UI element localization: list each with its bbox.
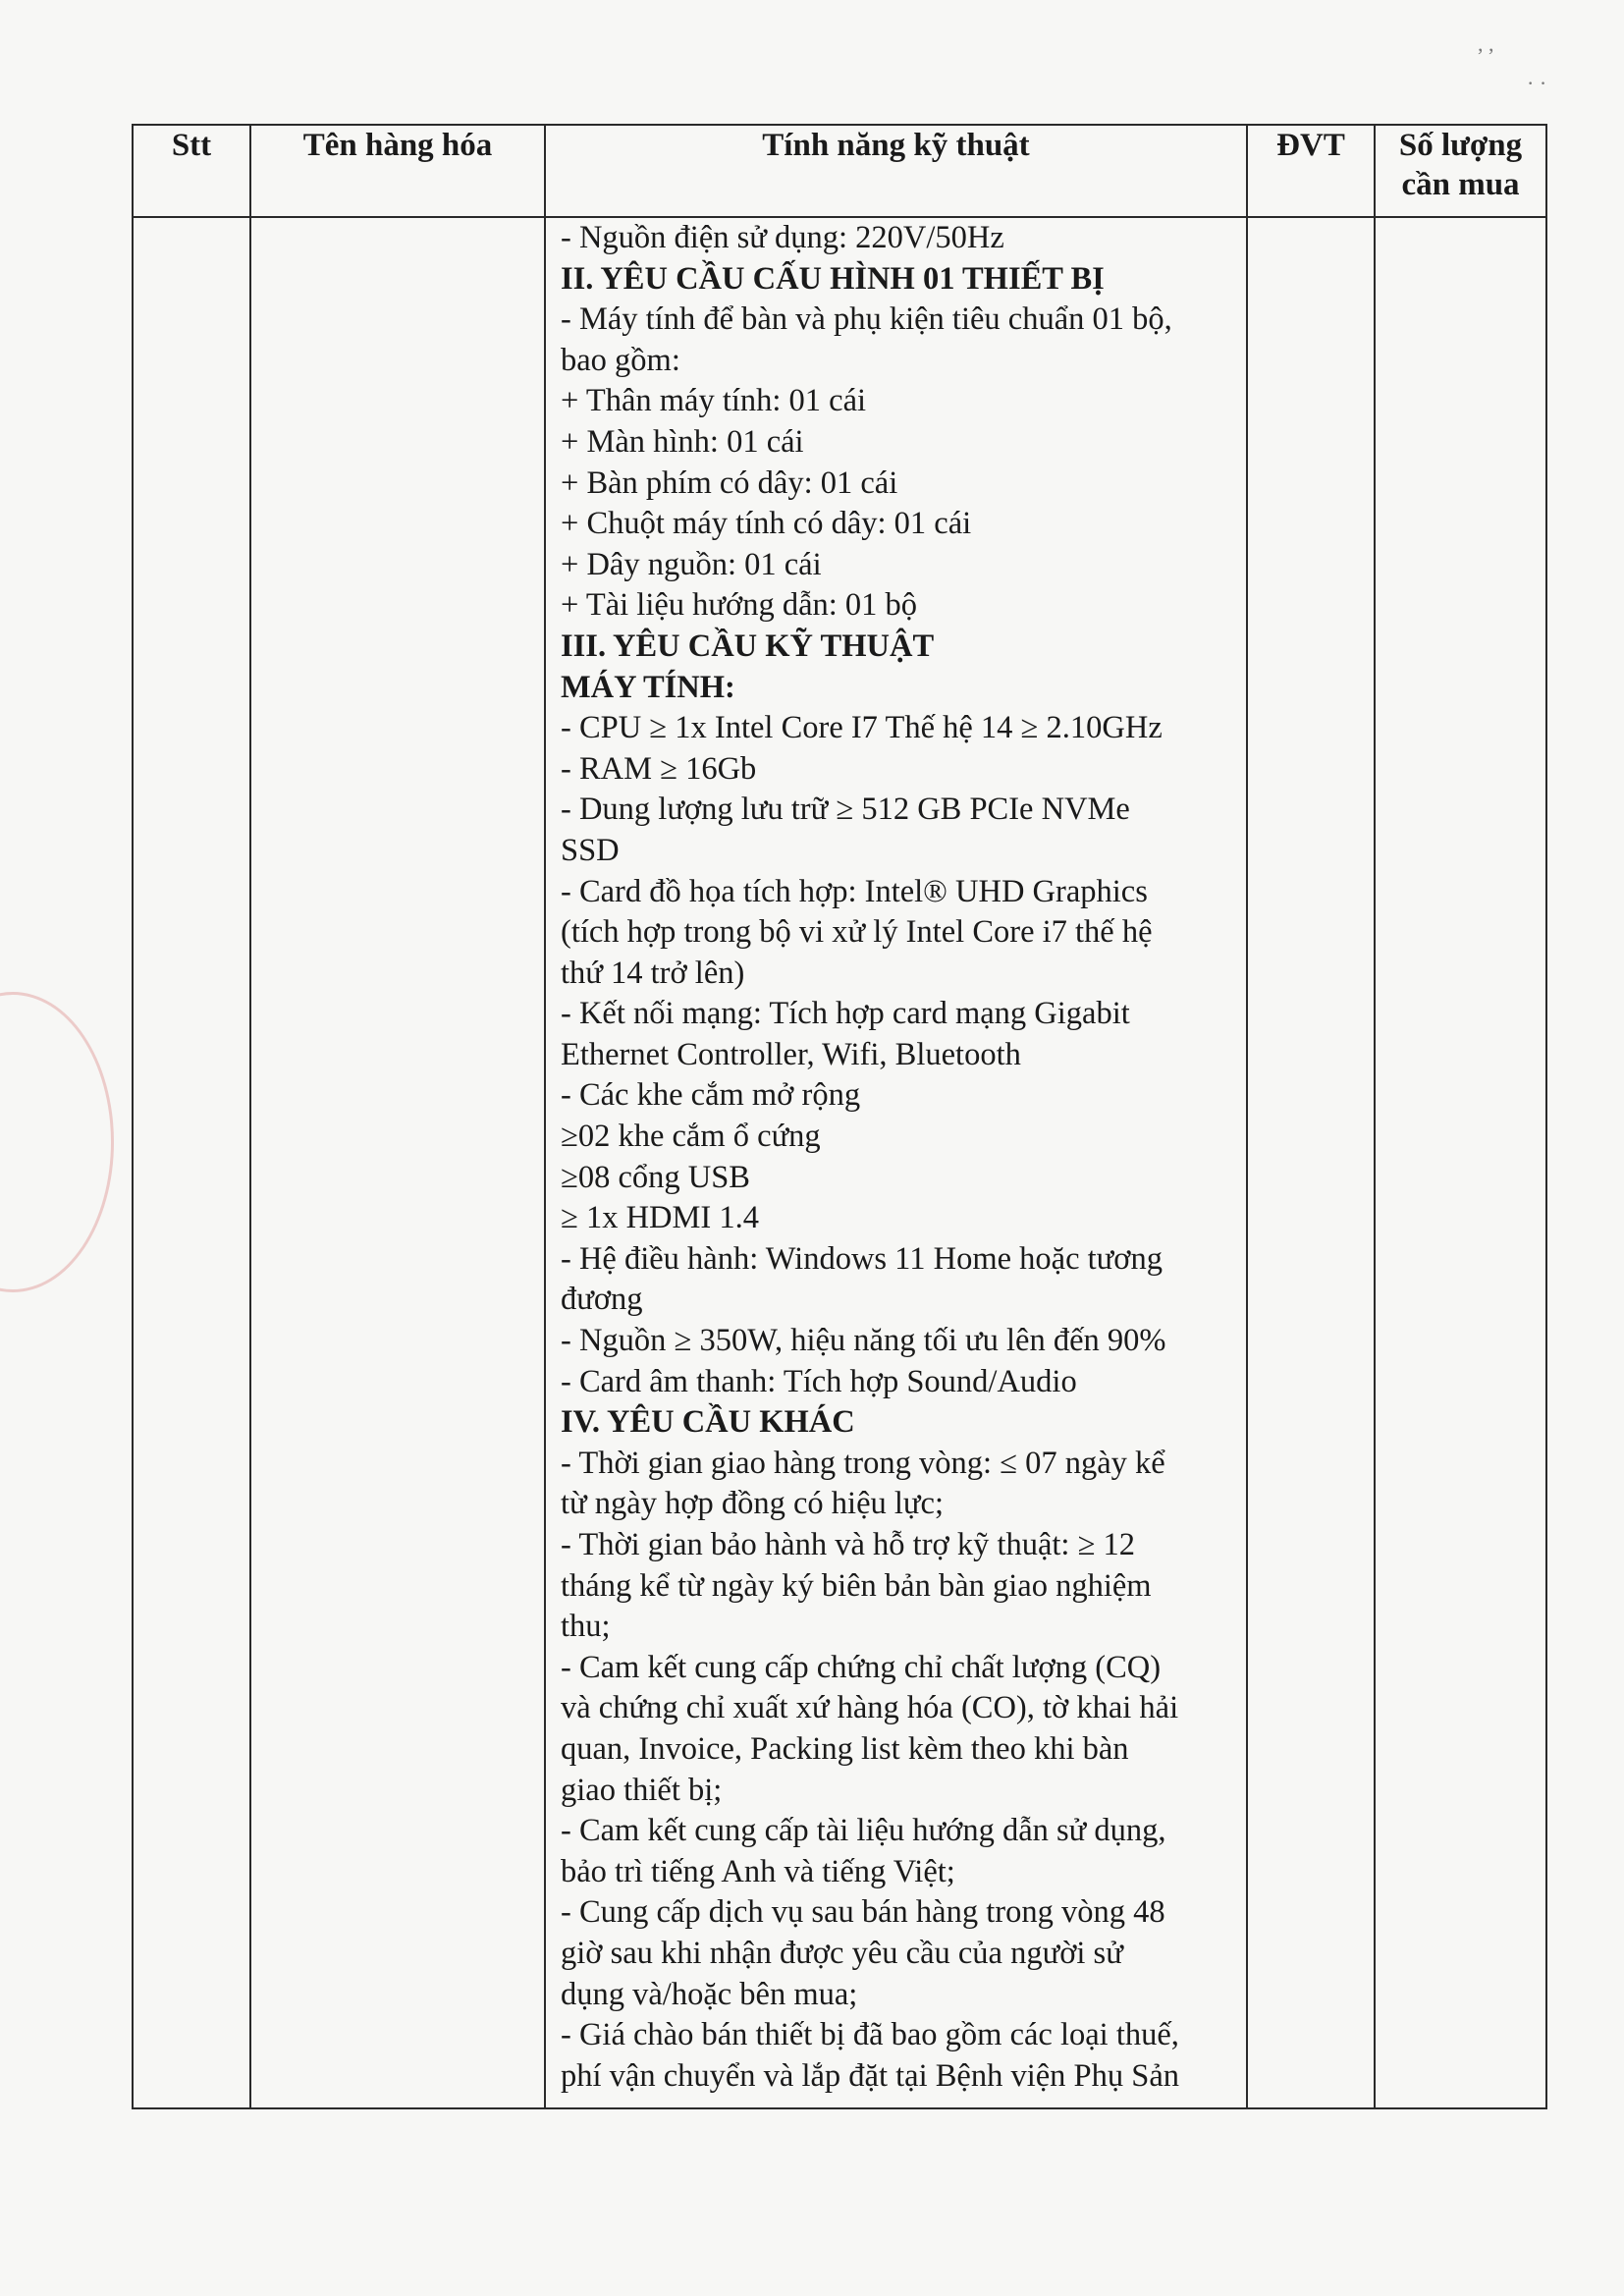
cell-unit xyxy=(1247,217,1375,2108)
spec-line: giờ sau khi nhận được yêu cầu của người sử xyxy=(561,1935,1123,1971)
spec-line: dụng và/hoặc bên mua; xyxy=(561,1976,858,2012)
cell-item-name xyxy=(250,217,545,2108)
table-row xyxy=(133,217,1546,2108)
spec-line: thứ 14 trở lên) xyxy=(561,955,745,991)
spec-line: - RAM ≥ 16Gb xyxy=(561,750,757,787)
cell-technical-features xyxy=(545,217,1247,2108)
spec-section-heading: III. YÊU CẦU KỸ THUẬT xyxy=(561,628,935,664)
spec-line: ≥ 1x HDMI 1.4 xyxy=(561,1200,759,1236)
spec-table xyxy=(132,124,1547,2109)
header-technical-features: Tính năng kỹ thuật xyxy=(545,125,1247,217)
spec-line: + Bàn phím có dây: 01 cái xyxy=(561,465,898,501)
spec-line: + Dây nguồn: 01 cái xyxy=(561,546,822,582)
spec-line: - Card âm thanh: Tích hợp Sound/Audio xyxy=(561,1363,1077,1399)
stamp-edge xyxy=(0,992,114,1292)
spec-content xyxy=(546,218,1246,2097)
spec-line: - Thời gian giao hàng trong vòng: ≤ 07 ngày kể xyxy=(561,1445,1165,1481)
spec-line: bảo trì tiếng Anh và tiếng Việt; xyxy=(561,1853,955,1889)
spec-line: - Card đồ họa tích hợp: Intel® UHD Graphics xyxy=(561,873,1148,909)
spec-line: + Chuột máy tính có dây: 01 cái xyxy=(561,506,972,542)
spec-line: - Các khe cắm mở rộng xyxy=(561,1077,861,1114)
spec-line: - Thời gian bảo hành và hỗ trợ kỹ thuật: ≥ 12 xyxy=(561,1527,1136,1562)
header-stt: Stt xyxy=(133,125,250,217)
spec-line: - Nguồn ≥ 350W, hiệu năng tối ưu lên đến 90% xyxy=(561,1323,1166,1359)
spec-line: - Giá chào bán thiết bị đã bao gồm các loại thuế, xyxy=(561,2017,1179,2053)
spec-line: - Cam kết cung cấp chứng chỉ chất lượng (CQ) xyxy=(561,1649,1162,1685)
scan-mark: · · xyxy=(1527,71,1547,95)
header-item-name: Tên hàng hóa xyxy=(250,125,545,217)
header-quantity: Số lượng cần mua xyxy=(1375,125,1546,217)
header-unit: ĐVT xyxy=(1247,125,1375,217)
spec-line: quan, Invoice, Packing list kèm theo khi bàn xyxy=(561,1730,1129,1767)
spec-line: - Nguồn điện sử dụng: 220V/50Hz xyxy=(561,220,1004,255)
spec-line: - Cam kết cung cấp tài liệu hướng dẫn sử dụng, xyxy=(561,1813,1166,1849)
spec-line: + Màn hình: 01 cái xyxy=(561,423,804,460)
spec-line: - Hệ điều hành: Windows 11 Home hoặc tương xyxy=(561,1240,1163,1277)
spec-line: + Thân máy tính: 01 cái xyxy=(561,383,867,419)
spec-line: - Kết nối mạng: Tích hợp card mạng Gigabit xyxy=(561,996,1130,1032)
spec-line: - CPU ≥ 1x Intel Core I7 Thế hệ 14 ≥ 2.10GHz xyxy=(561,710,1163,746)
spec-line: ≥02 khe cắm ổ cứng xyxy=(561,1119,821,1155)
cell-stt xyxy=(133,217,250,2108)
spec-line: - Cung cấp dịch vụ sau bán hàng trong vòng 48 xyxy=(561,1894,1165,1931)
scan-mark: , , xyxy=(1478,31,1494,56)
spec-section-heading: MÁY TÍNH: xyxy=(561,669,735,705)
spec-section-heading: II. YÊU CẦU CẤU HÌNH 01 THIẾT BỊ xyxy=(561,260,1105,297)
spec-line: ≥08 cổng USB xyxy=(561,1159,750,1195)
spec-section-heading: IV. YÊU CẦU KHÁC xyxy=(561,1404,855,1441)
spec-line: thu; xyxy=(561,1609,611,1645)
spec-line: SSD xyxy=(561,832,620,868)
spec-line: giao thiết bị; xyxy=(561,1772,723,1808)
spec-line: (tích hợp trong bộ vi xử lý Intel Core i7 thế hệ xyxy=(561,914,1153,951)
spec-line: Ethernet Controller, Wifi, Bluetooth xyxy=(561,1036,1021,1072)
spec-line: + Tài liệu hướng dẫn: 01 bộ xyxy=(561,587,918,624)
spec-line: tháng kể từ ngày ký biên bản bàn giao nghiệm xyxy=(561,1567,1152,1604)
spec-line: từ ngày hợp đồng có hiệu lực; xyxy=(561,1486,944,1522)
cell-quantity xyxy=(1375,217,1546,2108)
spec-line: đương xyxy=(561,1282,643,1318)
spec-line: và chứng chỉ xuất xứ hàng hóa (CO), tờ khai hải xyxy=(561,1690,1179,1726)
spec-line: bao gồm: xyxy=(561,342,680,378)
spec-line: phí vận chuyển và lắp đặt tại Bệnh viện Phụ Sản xyxy=(561,2057,1180,2094)
spec-line: - Máy tính để bàn và phụ kiện tiêu chuẩn 01 bộ, xyxy=(561,301,1172,338)
table-header-row xyxy=(133,125,1546,217)
spec-line: - Dung lượng lưu trữ ≥ 512 GB PCIe NVMe xyxy=(561,792,1130,828)
